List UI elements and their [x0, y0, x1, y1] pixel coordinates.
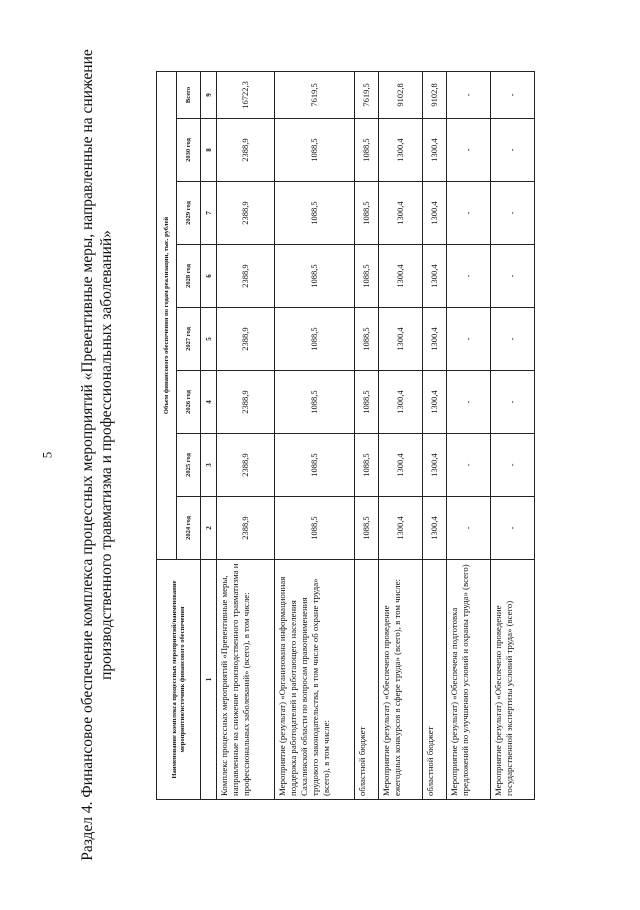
row-name: Мероприятие (результат) «Организована информационная поддержка работодателей и работающего населения Сахалинской области по вопросам правоприменения трудового законодательства, в том числе об охране труда» (всего), в том числе: — [275, 560, 355, 800]
table-row — [447, 71, 491, 799]
section-title — [78, 0, 116, 910]
row-name: Мероприятие (результат) «Обеспечено проведение ежегодных конкурсов в сфере труда» (всего), в том числе: — [379, 560, 423, 800]
header-name: Наименование комплекса процессных мероприятий/наименование мероприятия/источник финансового обеспечения — [157, 560, 201, 800]
row-name: областной бюджет — [423, 560, 447, 800]
row-value: - — [447, 497, 491, 560]
table-row — [355, 71, 379, 799]
row-value: 2388,9 — [217, 308, 275, 371]
row-value: 1088,5 — [355, 434, 379, 497]
row-value: - — [447, 71, 491, 118]
header-financing-group: Объем финансового обеспечения по годам реализации, тыс. рублей — [157, 71, 177, 559]
header-year-3: 2027 год — [177, 308, 201, 371]
column-number-1: 2 — [201, 497, 217, 560]
row-value: 7619,5 — [355, 71, 379, 118]
column-number-6: 7 — [201, 182, 217, 245]
row-value: 1088,5 — [355, 245, 379, 308]
row-value: 2388,9 — [217, 371, 275, 434]
row-value: 1088,5 — [275, 371, 355, 434]
row-value: - — [491, 308, 535, 371]
row-value: 1300,4 — [423, 119, 447, 182]
row-value: - — [447, 308, 491, 371]
header-year-2: 2026 год — [177, 371, 201, 434]
column-number-0: 1 — [201, 560, 217, 800]
row-value: 9102,8 — [423, 71, 447, 118]
row-name: Мероприятие (результат) «Обеспечена подготовка предложений по улучшению условий и охраны труда» (всего) — [447, 560, 491, 800]
row-value: - — [491, 497, 535, 560]
row-value: 9102,8 — [379, 71, 423, 118]
row-value: - — [447, 119, 491, 182]
row-value: 1088,5 — [275, 434, 355, 497]
row-value: 1300,4 — [379, 182, 423, 245]
row-value: - — [491, 119, 535, 182]
row-value: - — [447, 245, 491, 308]
header-year-6: 2030 год — [177, 119, 201, 182]
row-value: 1088,5 — [275, 182, 355, 245]
row-value: 2388,9 — [217, 245, 275, 308]
row-value: - — [491, 245, 535, 308]
row-value: 1300,4 — [423, 308, 447, 371]
header-year-7: Всего — [177, 71, 201, 118]
row-value: 2388,9 — [217, 182, 275, 245]
row-value: - — [447, 371, 491, 434]
row-name: областной бюджет — [355, 560, 379, 800]
table-row — [217, 71, 275, 799]
row-value: 1300,4 — [379, 119, 423, 182]
row-value: 1088,5 — [275, 308, 355, 371]
header-year-5: 2029 год — [177, 182, 201, 245]
column-number-2: 3 — [201, 434, 217, 497]
row-value: 1300,4 — [423, 182, 447, 245]
header-year-0: 2024 год — [177, 497, 201, 560]
row-value: 1300,4 — [379, 308, 423, 371]
row-value: 1300,4 — [423, 497, 447, 560]
row-value: - — [447, 182, 491, 245]
row-value: 2388,9 — [217, 119, 275, 182]
row-value: 1300,4 — [379, 434, 423, 497]
row-value: - — [491, 371, 535, 434]
table-row — [379, 71, 423, 799]
table-row — [275, 71, 355, 799]
column-number-3: 4 — [201, 371, 217, 434]
row-value: 1300,4 — [423, 371, 447, 434]
row-name: Мероприятие (результат) «Обеспечено проведение государственной экспертизы условий труда» (всего) — [491, 560, 535, 800]
row-value: - — [491, 182, 535, 245]
header-year-1: 2025 год — [177, 434, 201, 497]
section-title-line-1: Раздел 4. Финансовое обеспечение комплекса процессных мероприятий «Превентивные меры, направленные на снижение — [79, 49, 96, 861]
financing-table — [156, 71, 535, 800]
row-value: 1088,5 — [355, 119, 379, 182]
row-value: 7619,5 — [275, 71, 355, 118]
row-name: Комплекс процессных мероприятий «Превентивные меры, направленные на снижение производственного травматизма и профессиональных заболеваний» (всего), в том числе: — [217, 560, 275, 800]
row-value: - — [491, 71, 535, 118]
row-value: 1088,5 — [275, 119, 355, 182]
header-year-4: 2028 год — [177, 245, 201, 308]
row-value: - — [491, 434, 535, 497]
row-value: 1088,5 — [355, 308, 379, 371]
column-number-8: 9 — [201, 71, 217, 118]
row-value: 1088,5 — [355, 497, 379, 560]
section-title-line-2: производственного травматизма и профессиональных заболеваний» — [98, 230, 115, 680]
row-value: 16722,3 — [217, 71, 275, 118]
row-value: 1088,5 — [275, 497, 355, 560]
row-value: 1300,4 — [423, 245, 447, 308]
row-value: 1088,5 — [355, 182, 379, 245]
column-number-4: 5 — [201, 308, 217, 371]
table-row — [423, 71, 447, 799]
row-value: 1088,5 — [355, 371, 379, 434]
row-value: 1088,5 — [275, 245, 355, 308]
row-value: 1300,4 — [379, 371, 423, 434]
column-number-5: 6 — [201, 245, 217, 308]
row-value: 1300,4 — [379, 245, 423, 308]
page-number: 5 — [39, 451, 55, 459]
table-row — [491, 71, 535, 799]
row-value: 1300,4 — [379, 497, 423, 560]
column-number-7: 8 — [201, 119, 217, 182]
row-value: 1300,4 — [423, 434, 447, 497]
row-value: 2388,9 — [217, 434, 275, 497]
row-value: - — [447, 434, 491, 497]
row-value: 2388,9 — [217, 497, 275, 560]
